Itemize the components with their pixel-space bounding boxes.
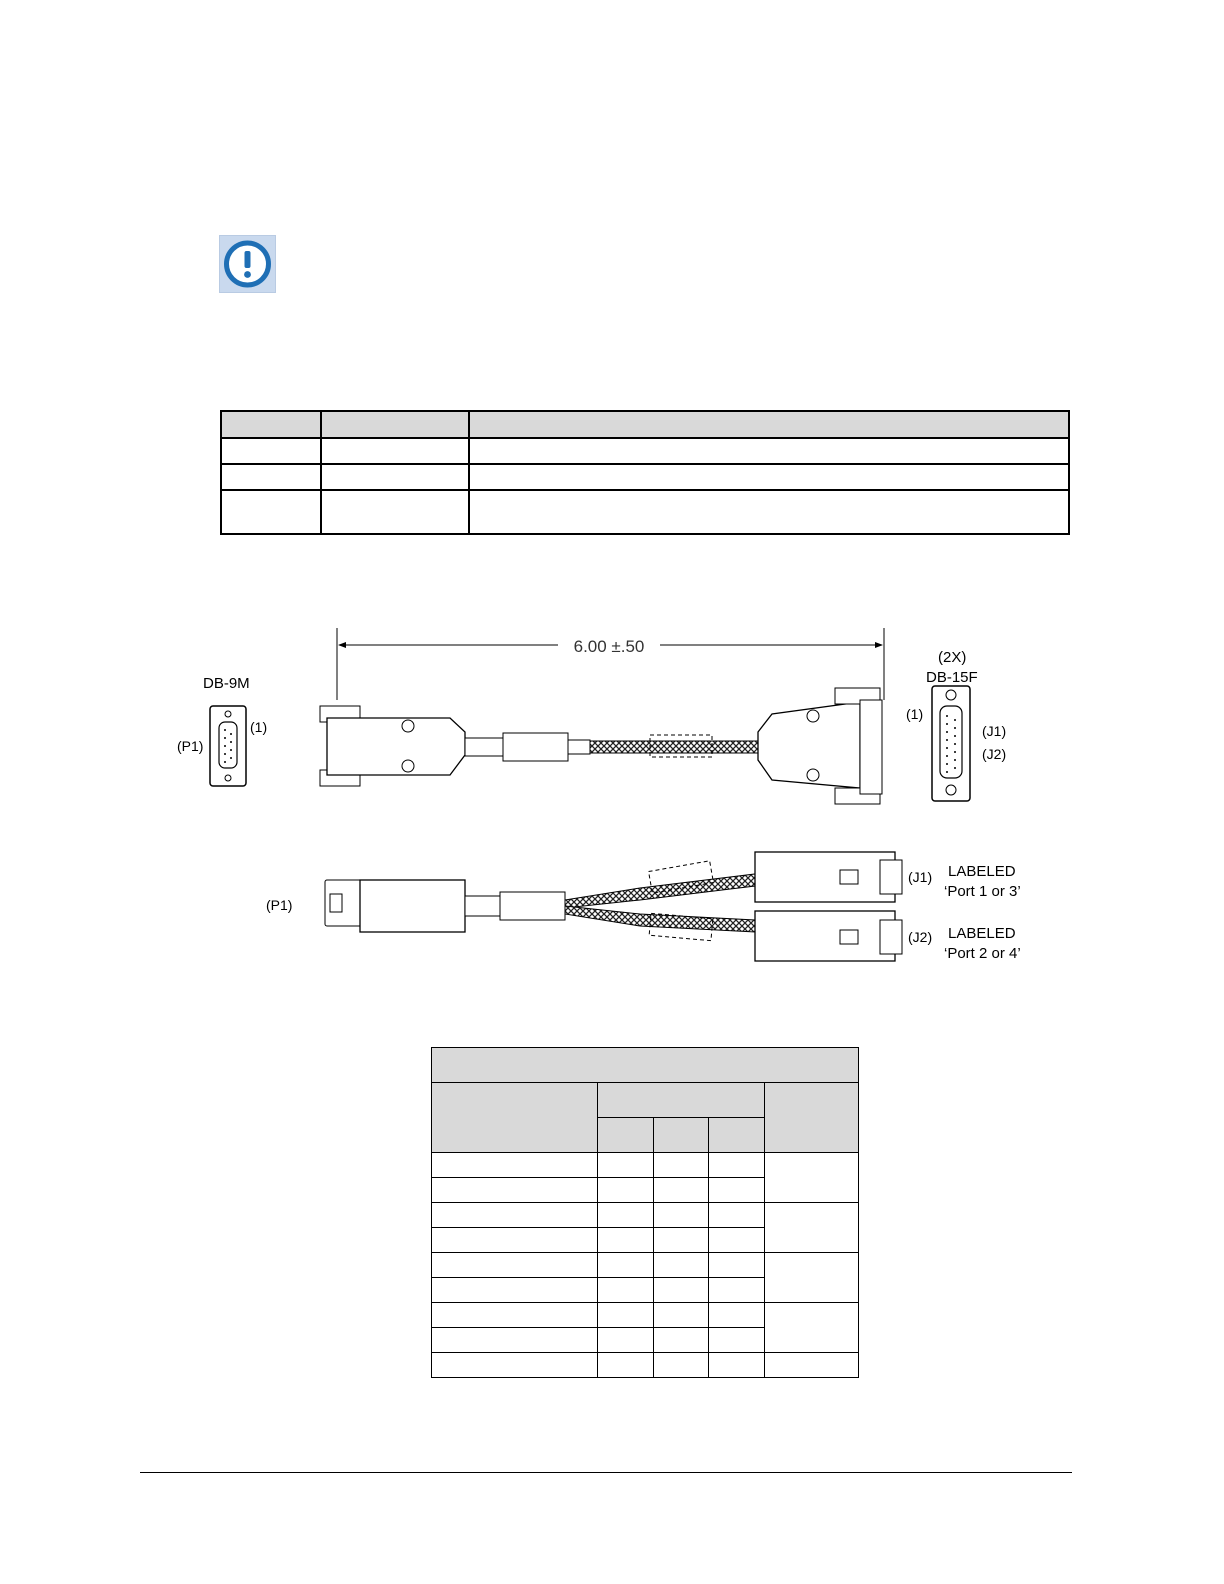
- table-cell: [765, 1253, 859, 1303]
- table-cell: [221, 464, 321, 490]
- table-cell: [432, 1278, 598, 1303]
- table-cell: [709, 1303, 765, 1328]
- table-cell: [432, 1153, 598, 1178]
- table-cell: [654, 1153, 709, 1178]
- p1-label-bottom: (P1): [266, 897, 293, 913]
- j1-labeled-text: LABELED: [948, 863, 1016, 880]
- table-cell: [432, 1178, 598, 1203]
- j2-port-text: ‘Port 2 or 4’: [944, 945, 1021, 962]
- table-cell: [598, 1153, 654, 1178]
- table-row: [432, 1253, 859, 1278]
- db9m-connector-face: [210, 706, 246, 786]
- table-row: [221, 464, 1069, 490]
- table-cell: [432, 1228, 598, 1253]
- table-cell: [598, 1178, 654, 1203]
- table-cell: [432, 1253, 598, 1278]
- table-cell: [654, 1118, 709, 1153]
- table-cell: [321, 464, 469, 490]
- table-cell: [432, 1328, 598, 1353]
- table-cell: [765, 1153, 859, 1203]
- table-cell: [765, 1303, 859, 1353]
- table-cell: [469, 438, 1069, 464]
- table-cell: [432, 1353, 598, 1378]
- table-cell: [221, 490, 321, 534]
- db15f-label: DB-15F: [926, 669, 978, 686]
- table-cell: [654, 1303, 709, 1328]
- db15f-connector-face: [932, 686, 970, 801]
- cable-drawing: [160, 620, 1060, 980]
- table-cell: [321, 438, 469, 464]
- table-cell: [765, 1083, 859, 1153]
- pin1-label: (1): [250, 719, 268, 735]
- table-row: [221, 490, 1069, 534]
- db9m-label: DB-9M: [203, 675, 250, 692]
- table-cell: [765, 1203, 859, 1253]
- table-cell: [321, 490, 469, 534]
- table-cell: [598, 1303, 654, 1328]
- notice-icon: [219, 235, 276, 293]
- table-row: [432, 1303, 859, 1328]
- table-row: [432, 1353, 859, 1378]
- table-cell: [598, 1118, 654, 1153]
- table-cell: [654, 1178, 709, 1203]
- table-cell: [654, 1203, 709, 1228]
- table-cell: [709, 1228, 765, 1253]
- bottom-cable-assembly: [325, 852, 902, 961]
- pinout-table: [431, 1047, 859, 1378]
- table-row: [432, 1203, 859, 1228]
- table-cell: [598, 1203, 654, 1228]
- table-cell: [654, 1353, 709, 1378]
- table-cell: [709, 1178, 765, 1203]
- j1-label-bottom: (J1): [908, 869, 933, 885]
- exclamation-circle-icon: [220, 236, 275, 292]
- table-row: [221, 438, 1069, 464]
- table-header-row: [221, 411, 1069, 438]
- table-cell: [469, 464, 1069, 490]
- table-cell: [221, 411, 321, 438]
- table-cell: [709, 1153, 765, 1178]
- table-title-row: [432, 1048, 859, 1083]
- table-cell: [598, 1083, 765, 1118]
- qty-label: (2X): [938, 649, 967, 666]
- table-cell: [709, 1203, 765, 1228]
- table-cell: [709, 1253, 765, 1278]
- footer-divider: [140, 1472, 1072, 1473]
- table-cell: [598, 1253, 654, 1278]
- table-cell: [469, 490, 1069, 534]
- j2-label-bottom: (J2): [908, 929, 933, 945]
- revision-table: [220, 410, 1070, 535]
- table-cell: [654, 1253, 709, 1278]
- table-cell: [598, 1278, 654, 1303]
- table-cell: [321, 411, 469, 438]
- table-cell: [432, 1083, 598, 1153]
- table-cell: [598, 1228, 654, 1253]
- table-cell: [765, 1353, 859, 1378]
- table-cell: [432, 1203, 598, 1228]
- table-cell: [654, 1278, 709, 1303]
- table-cell: [709, 1278, 765, 1303]
- table-cell: [432, 1048, 859, 1083]
- pin1-label-right: (1): [906, 706, 924, 722]
- j1-port-text: ‘Port 1 or 3’: [944, 883, 1021, 900]
- table-cell: [598, 1353, 654, 1378]
- top-cable-assembly: [320, 688, 882, 804]
- table-cell: [221, 438, 321, 464]
- p1-label: (P1): [177, 738, 204, 754]
- j2-label: (J2): [982, 746, 1007, 762]
- table-cell: [654, 1328, 709, 1353]
- table-row: [432, 1153, 859, 1178]
- table-header-row: [432, 1083, 859, 1118]
- dimension-line: [337, 628, 884, 700]
- j1-label: (J1): [982, 723, 1007, 739]
- table-cell: [469, 411, 1069, 438]
- j2-labeled-text: LABELED: [948, 925, 1016, 942]
- dimension-text: 6.00 ±.50: [573, 637, 645, 656]
- table-cell: [709, 1118, 765, 1153]
- table-cell: [432, 1303, 598, 1328]
- table-cell: [709, 1353, 765, 1378]
- table-cell: [709, 1328, 765, 1353]
- table-cell: [654, 1228, 709, 1253]
- table-cell: [598, 1328, 654, 1353]
